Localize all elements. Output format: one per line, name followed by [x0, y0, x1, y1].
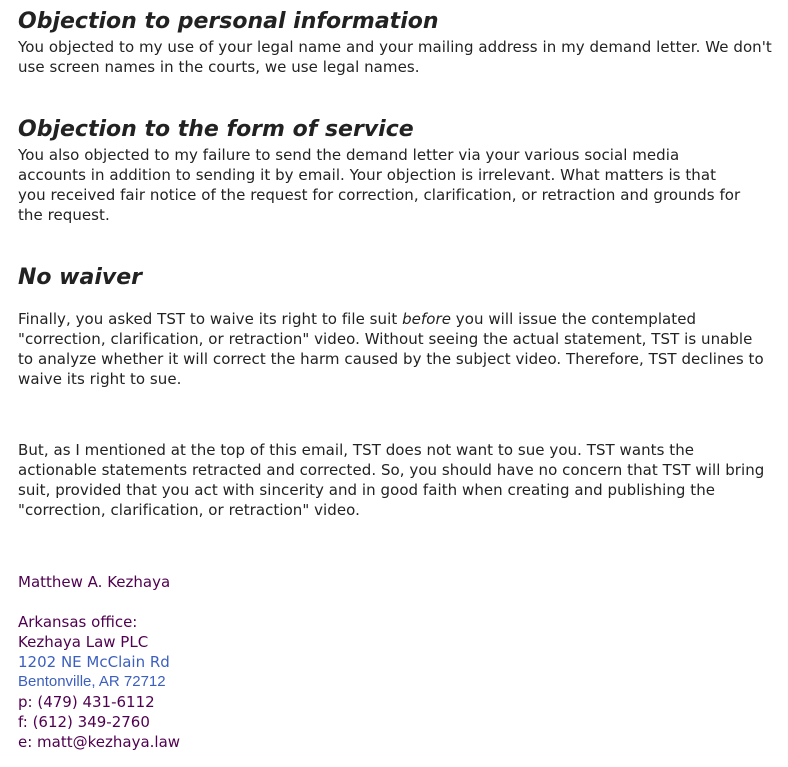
- signature-fax: f: (612) 349-2760: [18, 713, 150, 731]
- no-waiver-emphasis: before: [402, 310, 451, 328]
- signature-office-label: Arkansas office:: [18, 613, 138, 631]
- signature-email: e: matt@kezhaya.law: [18, 733, 181, 751]
- signature-city-address-link[interactable]: Bentonville, AR 72712: [18, 673, 166, 690]
- paragraph-personal-information: You objected to my use of your legal name and your mailing address in my demand letter. We don't use screen names in the courts, we use legal names.: [18, 38, 772, 76]
- heading-form-of-service: Objection to the form of service: [18, 117, 414, 142]
- heading-personal-information: Objection to personal information: [18, 9, 439, 34]
- no-waiver-text-start: Finally, you asked TST to waive its right to file suit: [18, 310, 403, 328]
- email-signature: [18, 572, 180, 752]
- paragraph-closing: But, as I mentioned at the top of this email, TST does not want to sue you. TST wants the actionable statements retracted and corrected. So, you should have no concern that TST will bring suit, provided that you act with sincerity and in good faith when creating and publishing the "correction, clarification, or retraction" video.: [18, 441, 765, 519]
- signature-street-address-link[interactable]: 1202 NE McClain Rd: [18, 653, 170, 671]
- signature-phone: p: (479) 431-6112: [18, 693, 155, 711]
- signature-firm: Kezhaya Law PLC: [18, 633, 149, 651]
- no-waiver-text-end: you will issue the contemplated "correction, clarification, or retraction" video. Without seeing the actual statement, TST is unable to analyze whether it will correct the harm caused by the subject video. Therefore, TST declines to waive its right to sue.: [18, 310, 764, 388]
- paragraph-form-of-service: You also objected to my failure to send the demand letter via your various social media accounts in addition to sending it by email. Your objection is irrelevant. What matters is that you received fair notice of the request for correction, clarification, or retraction and grounds for the request.: [18, 146, 741, 224]
- heading-no-waiver: No waiver: [18, 265, 143, 290]
- paragraph-no-waiver: [18, 309, 768, 389]
- signature-name: Matthew A. Kezhaya: [18, 573, 171, 591]
